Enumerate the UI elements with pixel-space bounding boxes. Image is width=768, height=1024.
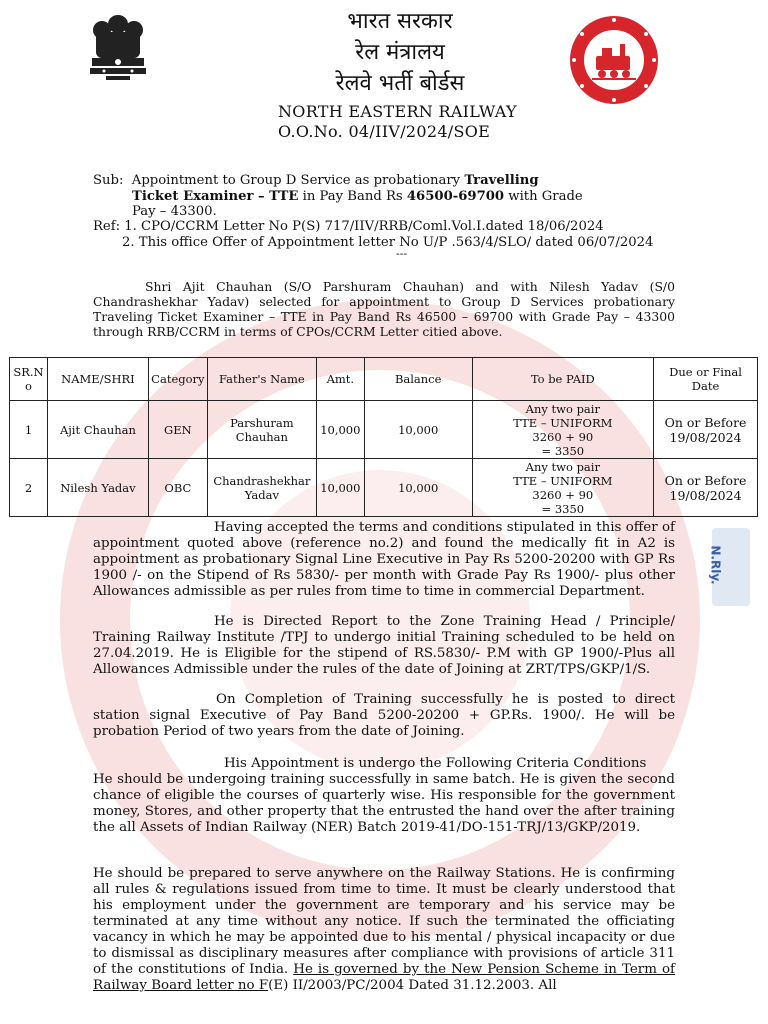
pension-scheme-note: He is governed by the New Pension Scheme in Term of Railway Board letter no F bbox=[93, 962, 675, 993]
national-emblem-icon bbox=[82, 10, 154, 96]
cell-father: Parshuram Chauhan bbox=[207, 401, 316, 459]
hindi-line-board: रेलवे भर्ती बोर्डस bbox=[335, 71, 465, 96]
cell-to-be-paid: Any two pair TTE – UNIFORM 3260 + 90 = 3350 bbox=[472, 459, 654, 517]
service-terms-body: He should be prepared to serve anywhere on the Railway Stations. He is confirming all rules & regulations issued from time to time. It must be clearly understood that his employment under the government are temporary and his service may be terminated at any time without any notice. If such the terminated the officiating vacancy in which he may be appointed due to his mental / physical incapacity or due to dismissal as disciplinary measures after compliance with provisions of article 311 of the constitutions of India. bbox=[93, 866, 675, 977]
reference-block bbox=[93, 219, 733, 250]
cell-father: Chandrashekhar Yadav bbox=[207, 459, 316, 517]
cell-balance: 10,000 bbox=[364, 459, 472, 517]
cell-category: OBC bbox=[148, 459, 207, 517]
cell-amount: 10,000 bbox=[316, 459, 364, 517]
header-amount: Amt. bbox=[316, 358, 364, 401]
subject-pay-band: 46500-69700 bbox=[406, 188, 505, 204]
table-row bbox=[10, 459, 758, 517]
header-father: Father's Name bbox=[207, 358, 316, 401]
separator: --- bbox=[396, 247, 408, 260]
hindi-line-ministry: रेल मंत्रालय bbox=[355, 40, 445, 65]
header-due-date: Due or Final Date bbox=[654, 358, 758, 401]
pension-scheme-tail: (E) II/2003/PC/2004 Dated 31.12.2003. All bbox=[268, 978, 557, 993]
nrly-stamp bbox=[708, 528, 750, 606]
reference-1: Ref: 1. CPO/CCRM Letter No P(S) 717/IIV/RRB/Coml.Vol.I.dated 18/06/2024 bbox=[93, 219, 604, 234]
cell-name: Nilesh Yadav bbox=[47, 459, 148, 517]
hindi-line-government: भारत सरकार bbox=[347, 9, 453, 34]
cell-amount: 10,000 bbox=[316, 401, 364, 459]
candidate-table bbox=[9, 357, 758, 517]
paragraph-service-terms bbox=[93, 866, 675, 994]
cell-sr: 2 bbox=[10, 459, 48, 517]
cell-name: Ajit Chauhan bbox=[47, 401, 148, 459]
intro-paragraph: Shri Ajit Chauhan (S/O Parshuram Chauhan) and with Nilesh Yadav (S/0 Chandrashekhar Yadav) selected for appointment to Group D Services probationary Traveling Ticket Examiner – TTE in Pay Band Rs 46500 – 69700 with Grade Pay – 43300 through RRB/CCRM in terms of CPOs/CCRM Letter citied above. bbox=[93, 279, 675, 339]
subject-block bbox=[93, 173, 713, 220]
cell-due-date: On or Before 19/08/2024 bbox=[654, 459, 758, 517]
cell-to-be-paid: Any two pair TTE – UNIFORM 3260 + 90 = 3350 bbox=[472, 401, 654, 459]
subject-mid: in Pay Band Rs bbox=[298, 188, 407, 204]
table-header-row bbox=[10, 358, 758, 401]
criteria-heading: His Appointment is undergo the Following Criteria Conditions bbox=[224, 756, 647, 771]
cell-balance: 10,000 bbox=[364, 401, 472, 459]
paragraph-training: He is Directed Report to the Zone Training Head / Principle/ Training Railway Institute /TPJ to undergo initial Training scheduled to be held on 27.04.2019. He is Eligible for the stipend of RS.5830/- P.M with GP 1900/-Plus all Allowances Admissible under the rules of the date of Joining at ZRT/TPS/GKP/1/S. bbox=[93, 614, 675, 677]
stamp-text: N.Rly. bbox=[708, 545, 723, 585]
table-row bbox=[10, 401, 758, 459]
header-name: NAME/SHRI bbox=[47, 358, 148, 401]
subject-lead: Sub: Appointment to Group D Service as probationary bbox=[93, 173, 465, 188]
subject-tail: with Grade bbox=[504, 188, 583, 204]
indian-railways-logo-icon bbox=[568, 14, 660, 106]
letter-header bbox=[278, 102, 517, 142]
reference-2: 2. This office Offer of Appointment letter No U/P .563/4/SLO/ dated 06/07/2024 bbox=[122, 234, 654, 250]
paragraph-criteria bbox=[93, 756, 675, 836]
paragraph-posting: On Completion of Training successfully he is posted to direct station signal Executive of Pay Band 5200-20200 + GP.Rs. 1900/. He will be probation Period of two years from the date of Joining. bbox=[93, 692, 675, 739]
cell-due-date: On or Before 19/08/2024 bbox=[654, 401, 758, 459]
cell-sr: 1 bbox=[10, 401, 48, 459]
subject-post: Ticket Examiner – TTE bbox=[132, 188, 299, 204]
paragraph-appointment: Having accepted the terms and conditions stipulated in this offer of appointment quoted above (reference no.2) and found the medically fit in A2 is appointment as probationary Signal Line Executive in Pay Rs 5200-20200 with GP Rs 1900 /- on the Stipend of Rs 5830/- per month with Grade Pay Rs 1900/- plus other Allowances admissible as per rules from time to time in commercial Department. bbox=[93, 520, 675, 599]
cell-category: GEN bbox=[148, 401, 207, 459]
order-number: O.O.No. 04/IIV/2024/SOE bbox=[278, 122, 491, 141]
criteria-body: He should be undergoing training successfully in same batch. He is given the second chance of eligible the courses of quarterly wise. His responsible for the government money, Stores, and other property that the entrusted the hand over the after training the all Assets of Indian Railway (NER) Batch 2019-41/DO-151-TRJ/13/GKP/2019. bbox=[93, 772, 675, 835]
header-to-be-paid: To be PAID bbox=[472, 358, 654, 401]
subject-grade-pay: Pay – 43300. bbox=[132, 204, 217, 219]
hindi-heading bbox=[290, 6, 510, 99]
header-sr: SR.N o bbox=[10, 358, 48, 401]
subject-travelling: Travelling bbox=[464, 173, 539, 188]
railway-name: NORTH EASTERN RAILWAY bbox=[278, 102, 517, 121]
header-balance: Balance bbox=[364, 358, 472, 401]
header-category: Category bbox=[148, 358, 207, 401]
